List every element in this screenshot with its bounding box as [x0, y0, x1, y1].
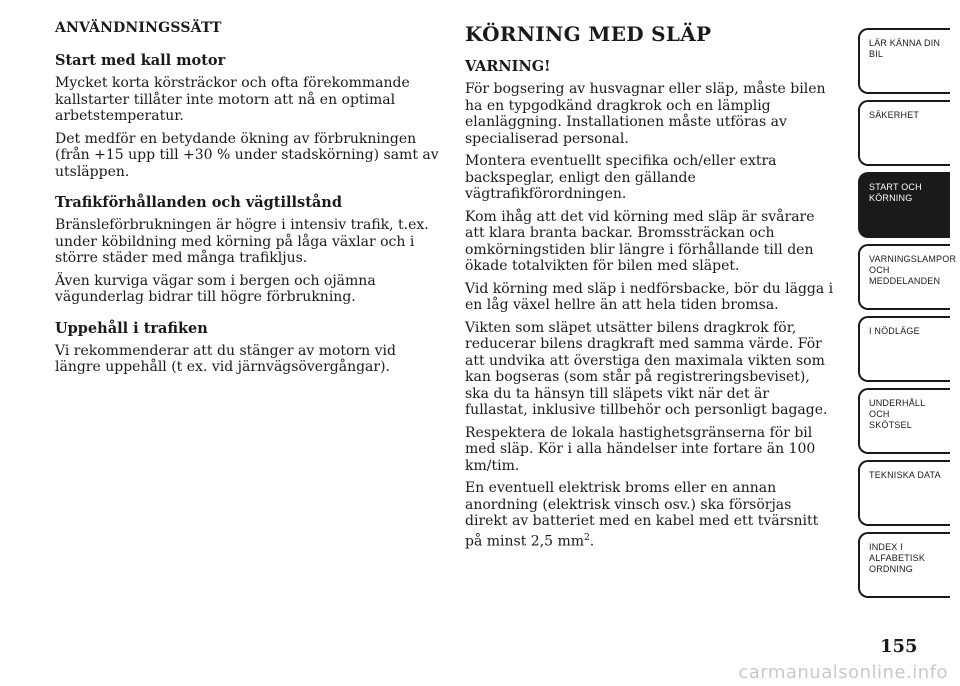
paragraph-text: En eventuell elektrisk broms eller en annan anordning (elektrisk vinsch osv.) ska försörjas direkt av batteriet med en kabel med ett tvärsnitt på minst 2,5 mm [465, 480, 819, 550]
tab-sakerhet[interactable]: SÄKERHET [858, 100, 950, 166]
left-column [55, 20, 440, 382]
heading-cold-start: Start med kall motor [55, 52, 226, 69]
paragraph: Vikten som släpet utsätter bilens dragkrok för, reducerar bilens dragkraft med samma värde. För att undvika att överstiga den maximala vikten som kan bogseras (som står på registreringsbeviset), ska du ta hänsyn till släpets vikt när det är fullastat, inklusive tillbehör och personligt bagage. [465, 319, 828, 418]
tab-varningslampor[interactable]: VARNINGSLAMPOR OCH MEDDELANDEN [858, 244, 950, 310]
superscript: 2 [584, 532, 590, 543]
paragraph: För bogsering av husvagnar eller släp, måste bilen ha en typgodkänd dragkrok och en lämplig elanläggning. Installationen måste utföras av specialiserad personal. [465, 81, 826, 147]
heading-traffic-conditions: Trafikförhållanden och vägtillstånd [55, 194, 342, 211]
paragraph: Respektera de lokala hastighetsgränserna för bil med släp. Kör i alla händelser inte fortare än 100 km/tim. [465, 424, 816, 474]
tab-i-nodlage[interactable]: I NÖDLÄGE [858, 316, 950, 382]
main-title: KÖRNING MED SLÄP [465, 22, 712, 46]
paragraph: Det medför en betydande ökning av förbrukningen (från +15 upp till +30 % under stadskörning) samt av utsläppen. [55, 130, 439, 180]
tab-tekniska-data[interactable]: TEKNISKA DATA [858, 460, 950, 526]
tab-lar-kanna-din-bil[interactable]: LÄR KÄNNA DIN BIL [858, 28, 950, 94]
paragraph: Montera eventuellt specifika och/eller extra backspeglar, enligt den gällande vägtrafikförordningen. [465, 153, 777, 202]
tab-underhall-och-skotsel[interactable]: UNDERHÅLL OCH SKÖTSEL [858, 388, 950, 454]
section-title: ANVÄNDNINGSSÄTT [55, 20, 222, 36]
paragraph: Även kurviga vägar som i bergen och ojämna vägunderlag bidrar till högre förbrukning. [55, 272, 376, 305]
warning-heading: VARNING! [465, 58, 551, 75]
page-number: 155 [880, 636, 918, 657]
tab-index[interactable]: INDEX I ALFABETISK ORDNING [858, 532, 950, 598]
paragraph: Bränsleförbrukningen är högre i intensiv trafik, t.ex. under köbildning med körning på låga växlar och i större städer med många trafikljus. [55, 217, 429, 266]
paragraph: Vi rekommenderar att du stänger av motorn vid längre uppehåll (t ex. vid järnvägsövergångar). [55, 342, 396, 375]
watermark: carmanualsonline.info [738, 662, 948, 683]
tab-start-och-korning[interactable]: START OCH KÖRNING [858, 172, 950, 238]
heading-traffic-stops: Uppehåll i trafiken [55, 319, 208, 337]
paragraph-suffix: . [589, 533, 595, 550]
paragraph: Vid körning med släp i nedförsbacke, bör du lägga i en låg växel hellre än att hela tiden bromsa. [465, 280, 834, 313]
right-column [465, 20, 835, 556]
paragraph-electric-brake [465, 480, 835, 550]
paragraph: Kom ihåg att det vid körning med släp är svårare att klara branta backar. Bromssträckan och omkörningstiden blir längre i förhållande till den ökade totalvikten för bilen med släpet. [465, 208, 815, 274]
paragraph: Mycket korta körsträckor och ofta förekommande kallstarter tillåter inte motorn att nå en optimal arbetstemperatur. [55, 75, 410, 124]
chapter-sidebar [858, 28, 957, 598]
